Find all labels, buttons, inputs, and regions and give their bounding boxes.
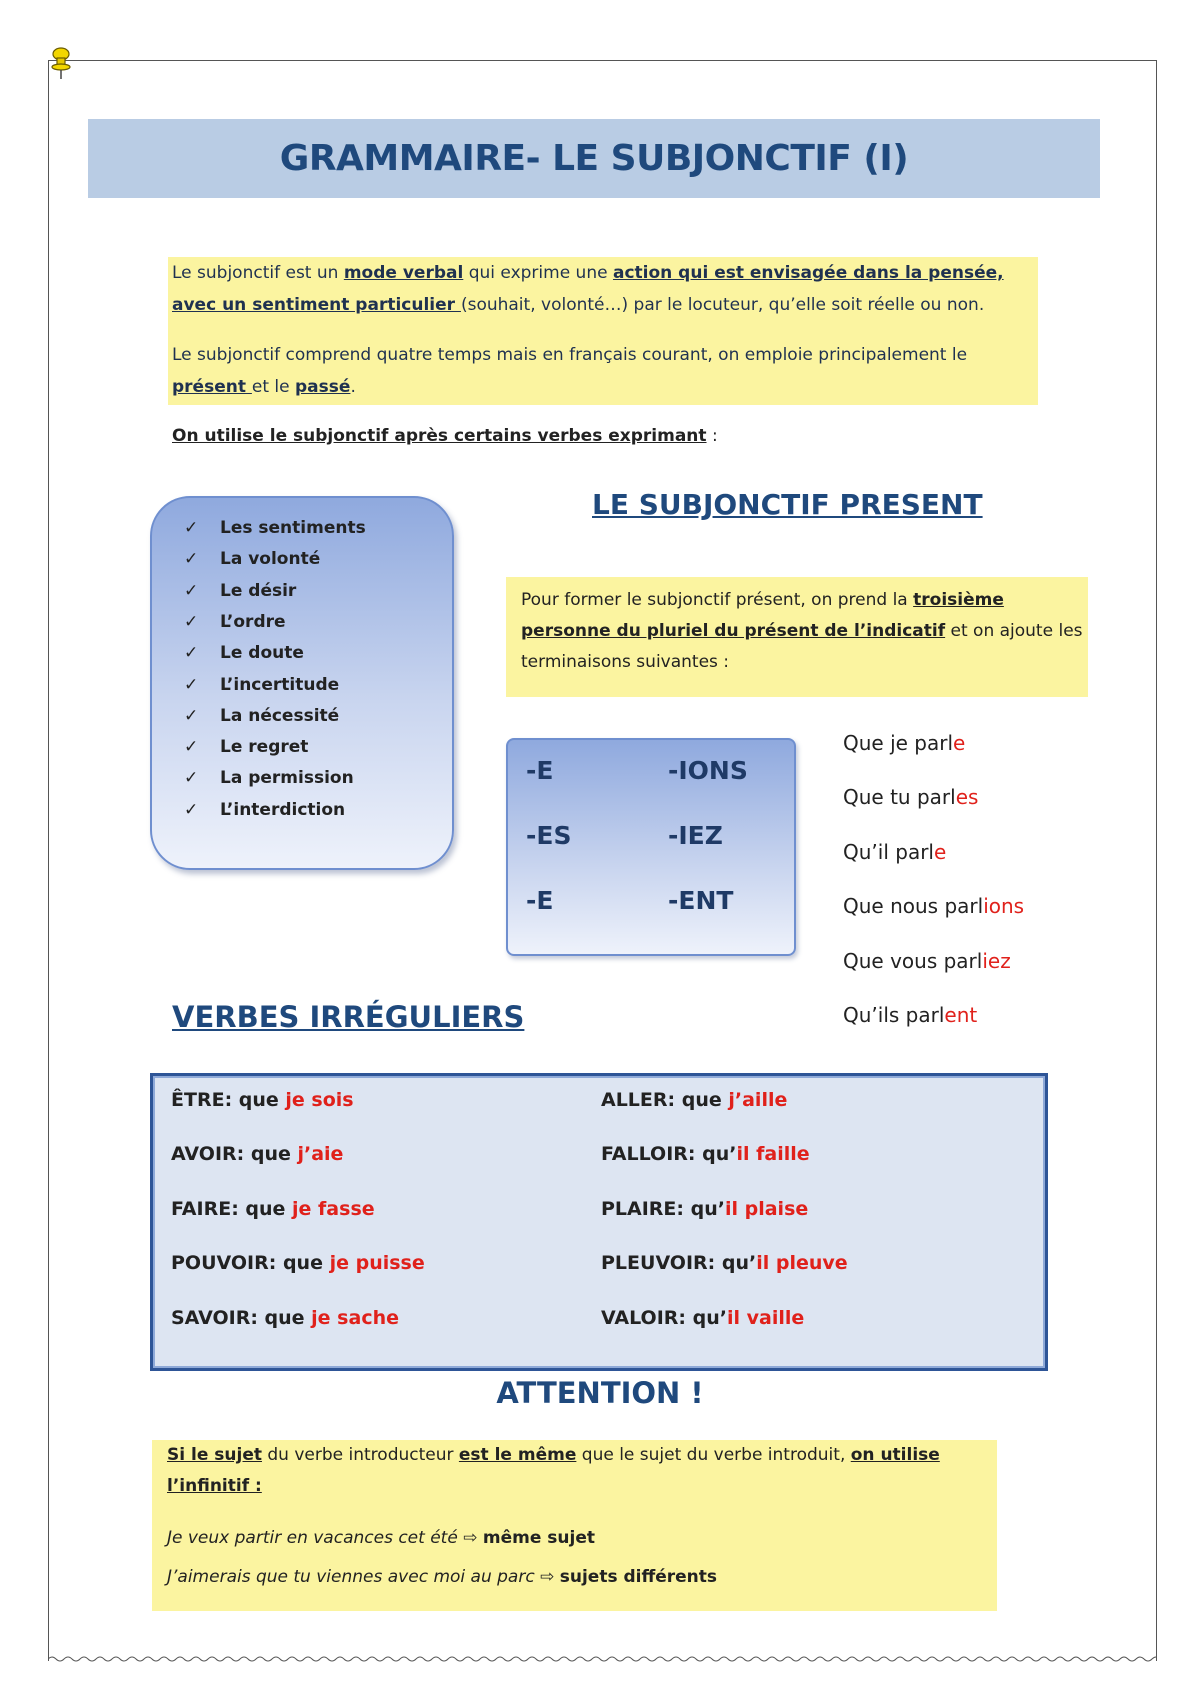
pushpin-icon bbox=[50, 46, 72, 80]
conjugation-ending: e bbox=[933, 839, 947, 864]
conjugation-ending: ions bbox=[983, 894, 1025, 919]
formation-rule bbox=[506, 577, 1088, 678]
title-banner bbox=[88, 119, 1100, 198]
irregular-verb-form: je sois bbox=[285, 1089, 354, 1111]
irregular-verb-name: FALLOIR bbox=[601, 1143, 688, 1166]
checkmark-icon: ✓ bbox=[184, 611, 199, 632]
ending-label: -ES bbox=[526, 821, 572, 850]
ending-label: -IONS bbox=[668, 756, 748, 785]
irregular-verb-form: il plaise bbox=[724, 1197, 809, 1220]
irregular-verb-que: : qu’ bbox=[687, 1143, 737, 1166]
intro-text-run: Le subjonctif comprend quatre temps mais en français courant, on emploie principalement le bbox=[172, 345, 968, 365]
checkmark-icon: ✓ bbox=[184, 674, 199, 695]
attention-text-run: on utilise l’infinitif bbox=[167, 1445, 940, 1496]
irregular-verb-que: : que bbox=[268, 1252, 330, 1275]
formation-text-run: et on ajoute les terminaisons suivantes : bbox=[521, 621, 1083, 672]
irregular-verb-que: : que bbox=[231, 1197, 293, 1220]
checkmark-icon: ✓ bbox=[184, 768, 199, 789]
use-list-item bbox=[184, 581, 296, 601]
checkmark-icon: ✓ bbox=[184, 705, 199, 726]
irregular-verb-row bbox=[601, 1089, 787, 1111]
use-label: L’ordre bbox=[220, 611, 286, 632]
irregular-verb-name: POUVOIR bbox=[171, 1252, 269, 1275]
checkmark-icon: ✓ bbox=[184, 549, 199, 570]
intro-text-run: Le subjonctif est un bbox=[172, 263, 344, 283]
intro-highlight-box bbox=[168, 257, 1038, 405]
attention-text-run: Si le sujet bbox=[167, 1445, 262, 1465]
use-list-item bbox=[184, 737, 308, 757]
conjugation-ending: ent bbox=[944, 1003, 978, 1027]
intro-text-run: action qui est envisagée dans la pensée, avec un sentiment particulier bbox=[172, 263, 1004, 315]
attention-text-run: du verbe introducteur bbox=[261, 1445, 459, 1465]
use-list-item bbox=[184, 549, 320, 569]
use-list-item bbox=[184, 612, 286, 632]
irregular-verb-form: il faille bbox=[736, 1143, 810, 1166]
intro-definition bbox=[168, 257, 1038, 321]
checkmark-icon: ✓ bbox=[184, 643, 199, 664]
irregular-heading: VERBES IRRÉGULIERS bbox=[172, 1000, 525, 1034]
irregular-verb-que: : qu’ bbox=[676, 1197, 725, 1220]
ending-label: -IEZ bbox=[668, 821, 723, 850]
use-list-item bbox=[184, 675, 339, 695]
intro-text-run: présent bbox=[172, 377, 252, 397]
example-sentence: J’aimerais que tu viennes avec moi au parc bbox=[167, 1567, 535, 1587]
usage-line bbox=[172, 426, 718, 446]
conjugation-line bbox=[843, 894, 1024, 918]
conjugation-stem: Qu’il parl bbox=[843, 839, 934, 864]
torn-edge bbox=[48, 1654, 1156, 1664]
use-label: L’interdiction bbox=[220, 799, 346, 820]
irregular-verb-que: : que bbox=[224, 1089, 286, 1111]
use-label: La permission bbox=[220, 768, 354, 789]
attention-text-run: est le même bbox=[458, 1445, 577, 1465]
irregular-verb-name: ALLER bbox=[601, 1089, 668, 1111]
conjugation-stem: Que je parl bbox=[843, 731, 954, 755]
irregular-verb-form: j’aie bbox=[297, 1143, 344, 1166]
attention-text-run: que le sujet du verbe introduit, bbox=[576, 1445, 851, 1465]
conjugation-line bbox=[843, 785, 978, 809]
irregular-verb-name: ÊTRE bbox=[171, 1089, 225, 1111]
conjugation-ending: es bbox=[955, 785, 979, 810]
use-label: Le désir bbox=[220, 580, 297, 601]
irregular-verb-form: je puisse bbox=[329, 1252, 425, 1275]
formation-text-run: Pour former le subjonctif présent, on prend la bbox=[521, 590, 914, 610]
attention-text-run: : bbox=[255, 1476, 262, 1496]
irregular-verb-que: : que bbox=[667, 1089, 729, 1111]
intro-text-run: passé bbox=[295, 377, 351, 397]
attention-highlight-box bbox=[152, 1440, 997, 1611]
irregular-verb-row bbox=[601, 1143, 810, 1165]
use-label: Les sentiments bbox=[220, 518, 366, 538]
use-list-item bbox=[184, 706, 339, 726]
conjugation-ending: iez bbox=[982, 948, 1011, 973]
conjugation-stem: Que nous parl bbox=[843, 894, 984, 919]
irregular-verb-row bbox=[171, 1307, 399, 1329]
use-label: Le doute bbox=[220, 643, 304, 664]
intro-text-run: mode verbal bbox=[343, 263, 464, 283]
irregular-verb-row bbox=[171, 1198, 375, 1220]
endings-box bbox=[506, 738, 796, 956]
irregular-verb-que: : que bbox=[236, 1143, 298, 1166]
conjugation-line bbox=[843, 840, 946, 864]
checkmark-icon: ✓ bbox=[184, 799, 199, 820]
use-label: Le regret bbox=[220, 737, 309, 758]
page-title: GRAMMAIRE- LE SUBJONCTIF (I) bbox=[279, 138, 909, 179]
usage-label: On utilise le subjonctif après certains verbes exprimant bbox=[172, 426, 707, 446]
ending-label: -E bbox=[526, 756, 554, 785]
attention-example bbox=[167, 1528, 595, 1548]
irregular-verb-que: : qu’ bbox=[678, 1306, 727, 1329]
use-list-item bbox=[184, 800, 345, 820]
intro-tenses bbox=[168, 339, 1038, 403]
irregular-verb-name: FAIRE bbox=[171, 1197, 232, 1220]
irregular-verb-row bbox=[601, 1198, 808, 1220]
ending-label: -E bbox=[526, 886, 554, 915]
example-result: sujets différents bbox=[559, 1567, 718, 1587]
irregular-verb-row bbox=[601, 1307, 804, 1329]
irregular-verb-name: PLAIRE bbox=[601, 1197, 677, 1220]
use-label: La nécessité bbox=[220, 705, 340, 726]
irregular-verb-que: : qu’ bbox=[707, 1252, 757, 1275]
irregular-verb-row bbox=[601, 1252, 848, 1274]
attention-heading: ATTENTION ! bbox=[496, 1376, 704, 1410]
intro-text-run: (souhait, volonté…) par le locuteur, qu’elle soit réelle ou non. bbox=[460, 295, 985, 315]
use-list-item bbox=[184, 643, 304, 663]
conjugation-ending: e bbox=[953, 731, 966, 755]
formation-highlight-box bbox=[506, 577, 1088, 697]
conjugation-stem: Qu’ils parl bbox=[843, 1003, 945, 1027]
conjugation-line bbox=[843, 731, 965, 755]
attention-example bbox=[167, 1567, 717, 1587]
intro-text-run: et le bbox=[251, 377, 296, 397]
irregular-verbs-box bbox=[150, 1073, 1048, 1371]
checkmark-icon: ✓ bbox=[184, 737, 199, 758]
irregular-verb-row bbox=[171, 1089, 354, 1111]
example-result: même sujet bbox=[482, 1528, 595, 1548]
intro-text-run: . bbox=[350, 377, 356, 397]
intro-text-run: qui exprime une bbox=[463, 263, 613, 283]
outline-right-arrow-icon: ⇨ bbox=[534, 1567, 560, 1587]
usage-suffix: : bbox=[706, 426, 718, 446]
conjugation-line bbox=[843, 1003, 977, 1027]
use-label: L’incertitude bbox=[220, 674, 340, 695]
irregular-verb-row bbox=[171, 1252, 425, 1274]
irregular-verb-form: il vaille bbox=[726, 1306, 805, 1329]
irregular-verb-form: je sache bbox=[311, 1306, 399, 1329]
irregular-verb-name: AVOIR bbox=[171, 1143, 237, 1166]
conjugation-stem: Que vous parl bbox=[843, 948, 983, 973]
outline-right-arrow-icon: ⇨ bbox=[457, 1528, 483, 1548]
example-sentence: Je veux partir en vacances cet été bbox=[167, 1528, 458, 1548]
irregular-verb-name: PLEUVOIR bbox=[601, 1252, 708, 1275]
present-heading: LE SUBJONCTIF PRESENT bbox=[592, 488, 983, 521]
irregular-verb-row bbox=[171, 1143, 343, 1165]
use-list-item bbox=[184, 768, 354, 788]
formation-text-run: troisième personne du pluriel du présent de l’indicatif bbox=[521, 590, 1004, 641]
conjugation-stem: Que tu parl bbox=[843, 785, 956, 810]
checkmark-icon: ✓ bbox=[184, 518, 199, 538]
attention-rule bbox=[152, 1440, 997, 1502]
ending-label: -ENT bbox=[668, 886, 734, 915]
irregular-verb-que: : que bbox=[250, 1306, 312, 1329]
uses-list-box bbox=[150, 496, 454, 870]
irregular-verb-form: j’aille bbox=[728, 1089, 788, 1111]
irregular-verb-name: VALOIR bbox=[601, 1306, 679, 1329]
use-label: La volonté bbox=[220, 549, 321, 570]
irregular-verb-form: je fasse bbox=[292, 1197, 375, 1220]
irregular-verb-name: SAVOIR bbox=[171, 1306, 251, 1329]
irregular-verb-form: il pleuve bbox=[756, 1252, 848, 1275]
conjugation-line bbox=[843, 949, 1011, 973]
use-list-item bbox=[184, 518, 366, 538]
checkmark-icon: ✓ bbox=[184, 580, 199, 601]
